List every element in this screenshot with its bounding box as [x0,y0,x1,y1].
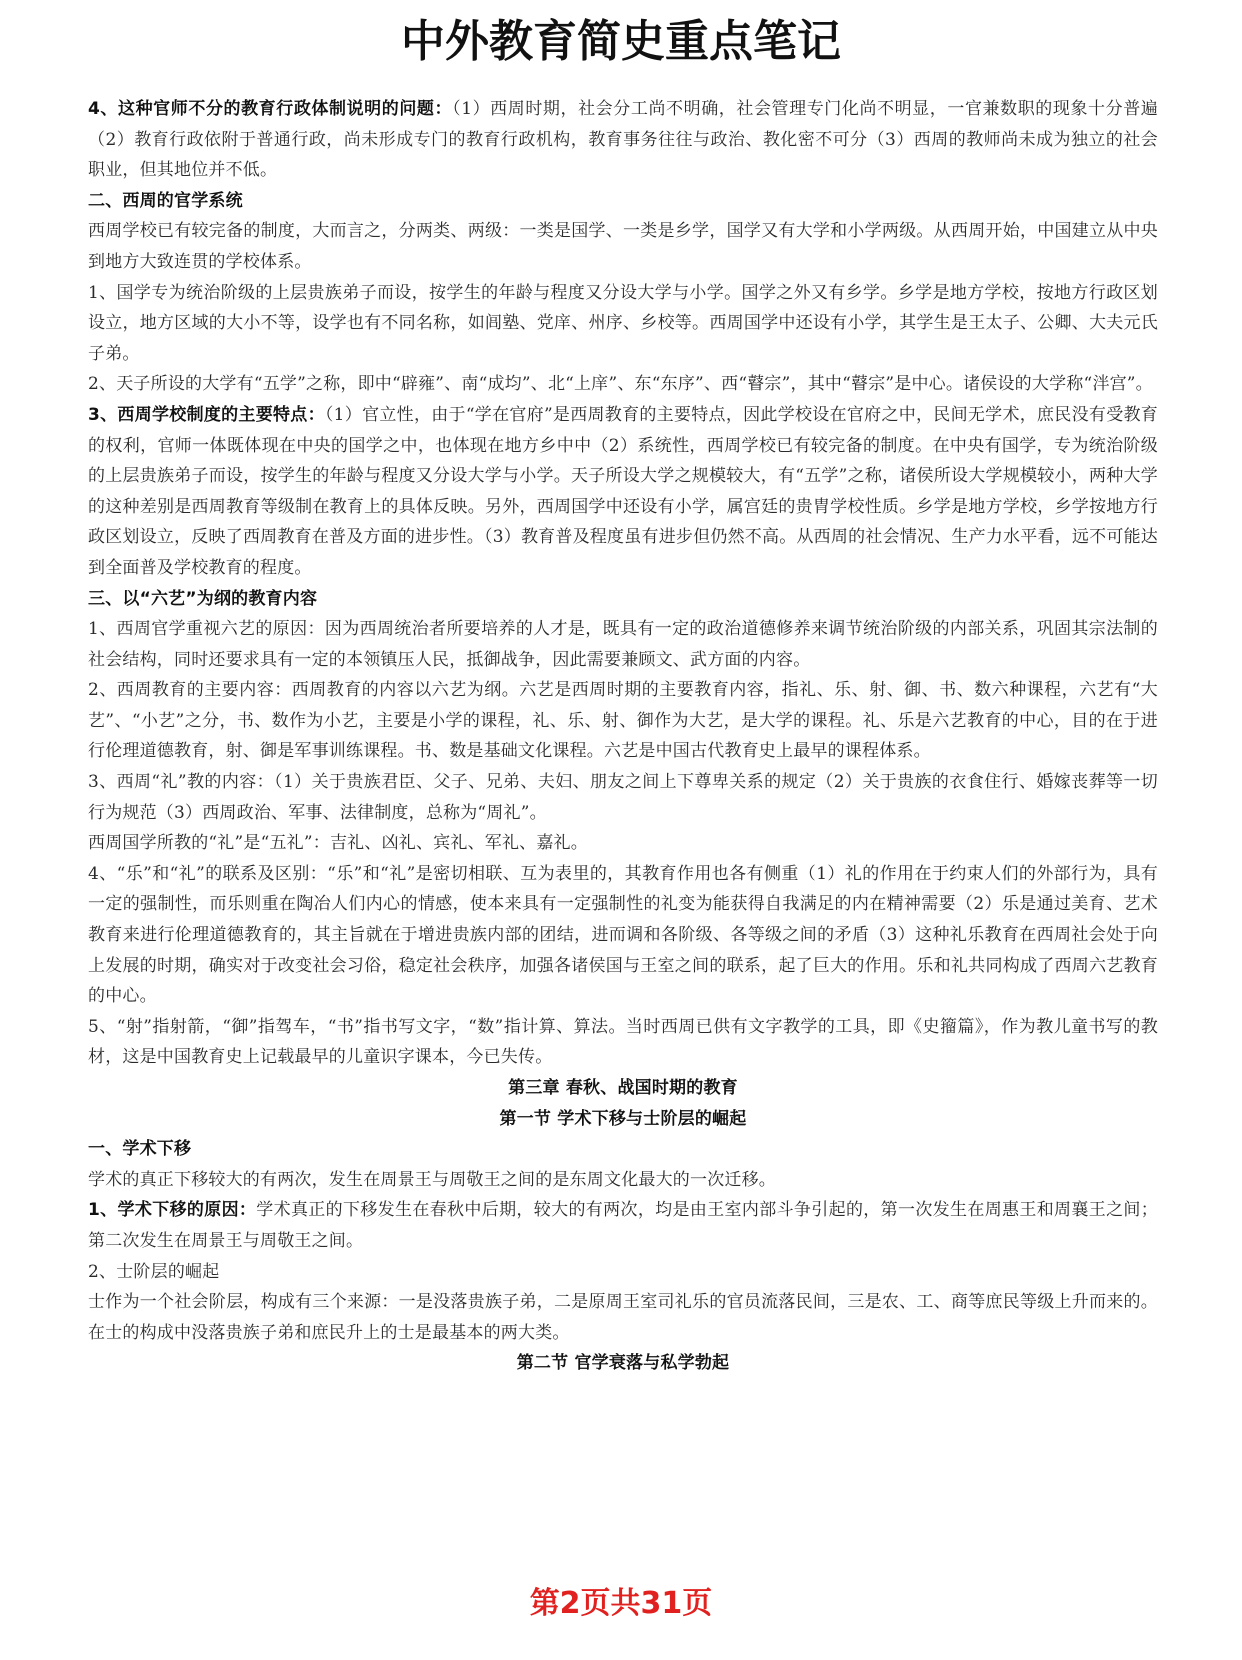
subsection-heading: 第二节 官学衰落与私学勃起 [516,1353,730,1374]
paragraph-lead: 3、西周学校制度的主要特点： [88,404,325,425]
paragraph: 5、“射”指射箭，“御”指驾车，“书”指书写文字，“数”指计算、算法。当时西周已供有文字教学的工具，即《史籀篇》，作为教儿童书写的教材，这是中国教育史上记载最早的儿童识字课本，今已失传。 [88,1016,1158,1068]
page-title: 中外教育简史重点笔记 [401,16,841,67]
chapter-heading: 第三章 春秋、战国时期的教育 [508,1078,738,1098]
paragraph: 2、天子所设的大学有“五学”之称，即中“辟雍”、南“成均”、北“上庠”、东“东序”、西“瞽宗”，其中“瞽宗”是中心。诸侯设的大学称“泮宫”。 [88,374,1153,395]
paragraph: 西周国学所教的“礼”是“五礼”：吉礼、凶礼、宾礼、军礼、嘉礼。 [88,833,588,854]
paragraph-text: 学术真正的下移发生在春秋中后期，较大的有两次，均是由王室内部斗争引起的，第一次发生在周惠王和周襄王之间；第二次发生在周景王与周敬王之间。 [88,1200,1158,1251]
paragraph: 4、“乐”和“礼”的联系及区别：“乐”和“礼”是密切相联、互为表里的，其教育作用也各有侧重（1）礼的作用在于约束人们的外部行为，具有一定的强制性，而乐则重在陶冶人们内心的情感，使本来具有一定强制性的礼变为能获得自我满足的内在精神需要（2）乐是通过美育、艺术教育来进行伦理道德教育的，其主旨就在于增进贵族内部的团结，进而调和各阶级、各等级之间的矛盾（3）这种礼乐教育在西周社会处于向上发展的时期，确实对于改变社会习俗，稳定社会秩序，加强各诸侯国与王室之间的联系，起了巨大的作用。乐和礼共同构成了西周六艺教育的中心。 [88,863,1158,1007]
section-heading: 一、学术下移 [88,1139,192,1160]
paragraph-text: （1）官立性，由于“学在官府”是西周教育的主要特点，因此学校设在官府之中，民间无学术，庶民没有受教育的权利，官师一体既体现在中央的国学之中，也体现在地方乡中中（2）系统性，西周学校已有较完备的制度。在中央有国学，专为统治阶级的上层贵族弟子而设，按学生的年龄与程度又分设大学与小学。天子所设大学之规模较大，有“五学”之称，诸侯所设大学规模较小，两种大学的这种差别是西周教育等级制在教育上的具体反映。另外，西周国学中还设有小学，属宫廷的贵胄学校性质。乡学是地方学校，乡学按地方行政区划设立，反映了西周教育在普及方面的进步性。（3）教育普及程度虽有进步但仍然不高。从西周的社会情况、生产力水平看，远不可能达到全面普及学校教育的程度。 [88,404,1158,578]
section-heading: 二、西周的官学系统 [88,190,243,211]
paragraph [88,1195,1158,1256]
paragraph: 2、西周教育的主要内容：西周教育的内容以六艺为纲。六艺是西周时期的主要教育内容，指礼、乐、射、御、书、数六种课程，六艺有“大艺”、“小艺”之分，书、数作为小艺，主要是小学的课程，礼、乐、射、御作为大艺，是大学的课程。礼、乐是六艺教育的中心，目的在于进行伦理道德教育，射、御是军事训练课程。书、数是基础文化课程。六艺是中国古代教育史上最早的课程体系。 [88,680,1158,762]
paragraph-lead: 1、学术下移的原因： [88,1200,257,1221]
page-number: 第2页共31页 [529,1586,713,1621]
paragraph: 1、国学专为统治阶级的上层贵族弟子而设，按学生的年龄与程度又分设大学与小学。国学之外又有乡学。乡学是地方学校，按地方行政区划设立，地方区域的大小不等，设学也有不同名称，如闾塾、党庠、州序、乡校等。西周国学中还设有小学，其学生是王太子、公卿、大夫元氏子弟。 [88,282,1158,364]
paragraph [88,400,1158,584]
paragraph [88,94,1158,186]
paragraph: 学术的真正下移较大的有两次，发生在周景王与周敬王之间的是东周文化最大的一次迁移。 [88,1169,776,1190]
paragraph: 士作为一个社会阶层，构成有三个来源：一是没落贵族子弟，二是原周王室司礼乐的官员流落民间，三是农、工、商等庶民等级上升而来的。在士的构成中没落贵族子弟和庶民升上的士是最基本的两大类。 [88,1292,1158,1343]
paragraph: 2、士阶层的崛起 [88,1261,220,1282]
paragraph: 西周学校已有较完备的制度，大而言之，分两类、两级：一类是国学、一类是乡学，国学又有大学和小学两级。从西周开始，中国建立从中央到地方大致连贯的学校体系。 [88,221,1158,272]
document-body [88,94,1158,1379]
paragraph: 3、西周“礼”教的内容：（1）关于贵族君臣、父子、兄弟、夫妇、朋友之间上下尊卑关系的规定（2）关于贵族的衣食住行、婚嫁丧葬等一切行为规范（3）西周政治、军事、法律制度，总称为“周礼”。 [88,772,1158,823]
paragraph-lead: 4、这种官师不分的教育行政体制说明的问题： [88,99,453,119]
paragraph: 1、西周官学重视六艺的原因：因为西周统治者所要培养的人才是，既具有一定的政治道德修养来调节统治阶级的内部关系，巩固其宗法制的社会结构，同时还要求具有一定的本领镇压人民，抵御战争，因此需要兼顾文、武方面的内容。 [88,619,1158,670]
section-heading: 三、以“六艺”为纲的教育内容 [88,588,318,609]
paragraph-text: （1）西周时期，社会分工尚不明确，社会管理专门化尚不明显，一官兼数职的现象十分普遍（2）教育行政依附于普通行政，尚未形成专门的教育行政机构，教育事务往往与政治、教化密不可分（3）西周的教师尚未成为独立的社会职业，但其地位并不低。 [88,99,1159,181]
subsection-heading: 第一节 学术下移与士阶层的崛起 [499,1108,747,1129]
